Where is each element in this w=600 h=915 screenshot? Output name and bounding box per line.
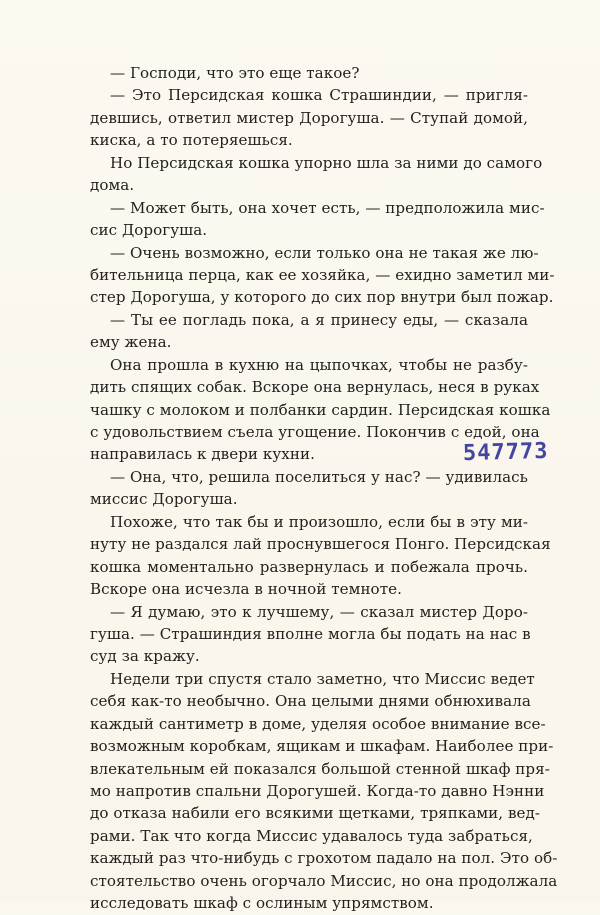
text-line: Она прошла в кухню на цыпочках, чтобы не разбу- — [110, 355, 528, 374]
text-line: стер Дорогуша, у которого до сих пор внутри был пожар. — [90, 288, 554, 307]
text-line: дить спящих собак. Вскоре она вернулась, неся в руках — [90, 378, 540, 397]
text-line: до отказа набили его всякими щетками, тряпками, вед- — [90, 804, 541, 823]
text-line: мо напротив спальни Дорогушей. Когда-то давно Нэнни — [90, 782, 545, 800]
text-line: направилась к двери кухни. — [90, 445, 315, 464]
text-line: Похоже, что так бы и произошло, если бы в эту ми- — [110, 512, 528, 531]
text-line: чашку с молоком и полбанки сардин. Персидская кошка — [90, 400, 551, 419]
text-line: суд за кражу. — [90, 647, 200, 666]
text-line: миссис Дорогуша. — [90, 490, 238, 509]
library-stamp-number: 547773 — [462, 438, 549, 467]
text-line: Вскоре она исчезла в ночной темноте. — [90, 580, 402, 599]
page-text — [90, 62, 558, 915]
text-line: ему жена. — [90, 333, 172, 352]
text-line: девшись, ответил мистер Дорогуша. — Ступай домой, — [90, 108, 528, 127]
text-line: с удовольствием съела угощение. Покончив с едой, она — [90, 423, 540, 441]
text-line: себя как-то необычно. Она целыми днями обнюхивала — [90, 692, 531, 711]
text-line: исследовать шкаф с ослиным упрямством. — [90, 894, 434, 913]
text-line: каждый сантиметр в доме, уделяя особое внимание все- — [90, 714, 546, 733]
text-line: — Ты ее погладь пока, а я принесу еды, — сказала — [110, 310, 528, 329]
text-line: стоятельство очень огорчало Миссис, но она продолжала — [90, 871, 558, 890]
text-line: влекательным ей показался большой стенной шкаф пря- — [90, 759, 550, 778]
text-line: Но Персидская кошка упорно шла за ними до самого — [110, 153, 543, 172]
text-line: нуту не раздался лай проснувшегося Понго. Персидская — [90, 535, 551, 554]
text-line: возможным коробкам, ящикам и шкафам. Наиболее при- — [90, 737, 554, 756]
text-line: бительница перца, как ее хозяйка, — ехидно заметил ми- — [90, 265, 555, 284]
text-line: каждый раз что-нибудь с грохотом падало на пол. Это об- — [90, 849, 558, 868]
text-line: киска, а то потеряешься. — [90, 131, 293, 150]
text-line: гуша. — Страшиндия вполне могла бы подать на нас в — [90, 624, 531, 643]
text-line: сис Дорогуша. — [90, 221, 208, 240]
text-line: — Она, что, решила поселиться у нас? — удивилась — [110, 467, 528, 486]
text-line: — Я думаю, это к лучшему, — сказал мистер Доро- — [110, 602, 528, 621]
text-line: — Это Персидская кошка Страшиндии, — пригля- — [110, 86, 528, 105]
text-line: дома. — [90, 176, 135, 195]
text-line: Недели три спустя стало заметно, что Миссис ведет — [110, 669, 535, 688]
text-line: рами. Так что когда Миссис удавалось туда забраться, — [90, 826, 533, 845]
text-line: — Может быть, она хочет есть, — предположила мис- — [110, 198, 545, 217]
text-line: — Господи, что это еще такое? — [110, 64, 360, 82]
text-line: — Очень возможно, если только она не такая же лю- — [110, 243, 539, 262]
text-line: кошка моментально развернулась и побежала прочь. — [90, 557, 528, 576]
